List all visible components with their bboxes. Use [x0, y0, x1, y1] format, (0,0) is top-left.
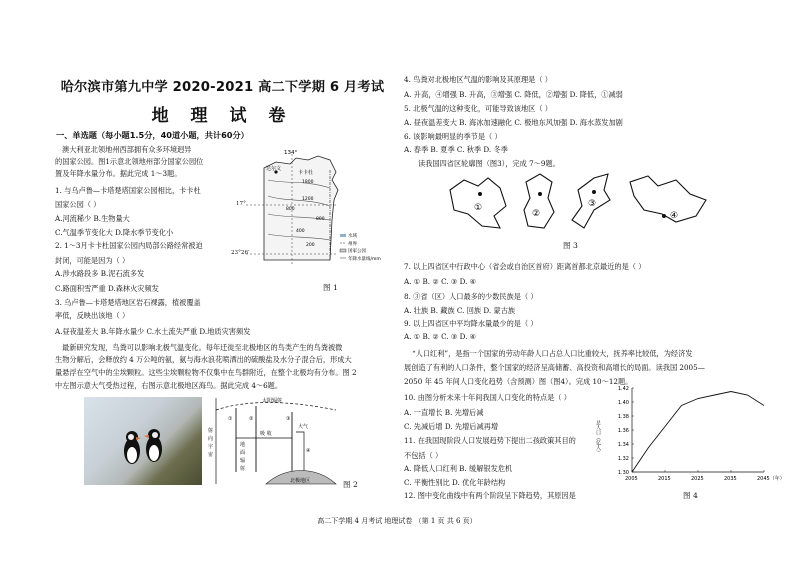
x-tick-label: 2045（年） [757, 476, 785, 482]
fig1-park: 卡卡杜 [298, 170, 314, 176]
fig2-label-fu: 辐 [240, 458, 246, 464]
left-text-line: 1. 与乌卢鲁—卡塔楚塔国家公园相比，卡卡杜 [55, 186, 201, 195]
right-text-line: 10. 由图分析未来十年间我国人口变化的特点是（ ） [404, 393, 571, 402]
right-text-line: 5. 北极气温的这种变化，可能导致该地区（ ） [404, 104, 552, 113]
left-text-line: C.路面积雪严重 D.森林火灾频发 [55, 284, 159, 293]
section-heading: 一、单选题（每小题1.5分，40道小题，共计60分） [56, 130, 249, 140]
fig2-label-zhou: 宙 [208, 452, 214, 458]
left-text-line: 澳大利亚北领地州西部拥有众多环境迥异 [62, 145, 192, 154]
y-axis-label: 总人口（亿人） [595, 420, 601, 455]
right-text-line: C. 平衡性别比 D. 优化年龄结构 [404, 478, 506, 487]
fig2-label-she2: 射 [240, 466, 246, 472]
legend-water: 水域 [348, 234, 357, 239]
figure-4-population-chart [594, 380, 785, 486]
figure-1-map [246, 150, 398, 278]
y-tick-label: 1.40 [617, 399, 629, 406]
left-text-line: 3. 乌卢鲁—卡塔楚塔地区岩石裸露，植被覆盖 [55, 298, 201, 307]
left-text-line: 中左图示意大气受热过程，右图示意北极地区海鸟。据此完成 4～6题。 [55, 381, 283, 390]
province-2 [524, 174, 554, 228]
left-text-line: 国家公园（ ） [55, 200, 101, 209]
fig1-contour-4: 400 [296, 229, 305, 234]
fig1-lon: 134° [284, 150, 298, 156]
x-tick-label: 2005 [625, 476, 638, 482]
left-text-line: 最新研究发现，鸟粪可以影响北极气温变化。每年迁徙至北极地区的鸟类产生的鸟粪被微 [62, 343, 343, 352]
fig1-contour-2: 1200 [302, 197, 314, 202]
fig1-contour-1: 1800 [302, 180, 314, 185]
right-text-line: A. 降低人口红利 B. 缓解银发危机 [404, 464, 513, 473]
figure-2-caption: 图 2 [343, 480, 358, 489]
right-text-line: A. ① B. ② C. ③ D. ④ [404, 277, 477, 286]
right-text-line: 读我国四省区轮廓图（图3），完成 7～9题。 [418, 159, 560, 168]
figure-2-puffin-photo [84, 397, 202, 485]
right-text-line: 2050 年 45 年间人口变化趋势（含预测）图（图4）。完成 10～12题。 [404, 377, 633, 386]
fig2-num-2: ② [249, 416, 254, 422]
right-text-line: A. 一直增长 B. 先增后减 [404, 408, 484, 417]
left-text-line: 生物分解后，会释放约 4 万公吨的氨，氨与海水浪花喷洒出的硫酸盐及水分子混合后，形成大 [55, 355, 352, 364]
fig2-absorb: 吸 收 [260, 431, 272, 437]
left-text-line: 量悬浮在空气中的尘埃颗粒。这些尘埃颗粒物不仅集中在鸟群附近，在整个北极均有分布。图 2 [55, 368, 357, 377]
legend-park: 国家公园 [348, 249, 366, 254]
x-tick-label: 2015 [658, 476, 671, 482]
right-text-line: 4. 鸟粪对北极地区气温的影响及其原理是（ ） [404, 75, 552, 84]
right-text-line: 展创造了有利的人口条件，整个国家的经济呈高储蓄、高投资和高增长的局面。读我国 2005— [404, 363, 705, 372]
fig1-city: 达尔文 [266, 166, 282, 172]
exam-subject: 地 理 试 卷 [151, 106, 294, 126]
right-text-line: 7. 以上四省区中行政中心（省会或自治区首府）距离首都北京最近的是（ ） [404, 262, 646, 271]
right-text-line: 9. 以上四省区中平均降水量最少的是（ ） [404, 319, 538, 328]
page-footer: 高二下学期 4 月考试 地理试卷 （第 1 页 共 6 页） [317, 517, 477, 525]
y-tick-label: 1.36 [617, 427, 629, 434]
left-text-line: 的国家公园。图1示意北领地州部分国家公园位 [55, 157, 204, 166]
left-text-line: 2. 1～3月卡卡杜国家公园内局部公路经常被迫 [55, 241, 203, 250]
fig1-lat1: 17° [236, 201, 246, 207]
fig2-label-di: 地 [240, 442, 246, 448]
fig1-lat2: 23°26′ [231, 250, 250, 256]
right-text-line: 不包括（ ） [404, 451, 443, 460]
fig2-solar: 太阳辐射 [262, 398, 283, 404]
right-text-line: 6. 该影响最明显的季节是（ ） [404, 132, 502, 141]
province-label-2: ② [532, 209, 541, 219]
right-text-line: A. 春季 B. 夏季 C. 秋季 D. 冬季 [404, 145, 508, 154]
right-text-line: A. ① B. ② C. ③ D. ④ [404, 332, 477, 341]
fig1-contour-3: 800 [286, 207, 295, 212]
exam-title: 哈尔滨市第九中学 2020-2021 高二下学期 6 月考试 [60, 80, 385, 95]
left-text-line: A.涉水路段多 B.泥石流多发 [55, 269, 145, 278]
figure-1-caption: 图 1 [323, 283, 338, 292]
y-tick-label: 1.34 [617, 441, 629, 448]
figure-2-diagram [206, 392, 356, 488]
right-text-line: “人口红利”，是指一个国家的劳动年龄人口占总人口比重较大，抚养率比较低，为经济发 [412, 349, 693, 358]
y-tick-label: 1.32 [617, 455, 629, 462]
fig2-num-3: ③ [286, 416, 291, 422]
figure-4-caption: 图 4 [683, 491, 698, 500]
legend-isohyet: 年降水量线/mm [348, 257, 381, 262]
right-text-line: A. 壮族 B. 藏族 C. 回族 D. 蒙古族 [404, 306, 516, 315]
fig2-label-she: 射 [208, 428, 214, 434]
left-text-line: 率低，反映出该地（ ） [55, 311, 130, 320]
right-text-line: 8. ③省（区）人口最多的少数民族是（ ） [404, 292, 538, 301]
left-text-line: 封闭，可能是因为（ ） [55, 256, 130, 265]
figure-3-caption: 图 3 [563, 241, 578, 250]
right-text-line: A. 昼夜温差变大 B. 海冰加速融化 C. 极地东风加强 D. 海水蒸发加剧 [404, 118, 623, 127]
left-text-line: A.昼夜温差大 B.年降水量少 C.水土流失严重 D.地质灾害频发 [55, 327, 251, 336]
fig1-contour-6: 800 [316, 217, 325, 222]
right-text-line: A. 升高，④增强 B. 升高，③增强 C. 降低，②增强 D. 降低，①减弱 [404, 90, 623, 99]
fig2-num-1: ① [228, 416, 233, 422]
fig1-contour-5: 200 [306, 243, 315, 248]
right-text-line: 12. 图中变化曲线中有两个阶段呈下降趋势，其原因是 [404, 491, 576, 500]
province-label-1: ① [474, 203, 483, 213]
province-label-3: ③ [588, 199, 597, 209]
left-text-line: C.气温季节变化大 D.降水季节变化小 [55, 228, 174, 237]
province-4 [630, 176, 706, 222]
province-label-4: ④ [670, 211, 679, 221]
fig2-label-yu: 宇 [208, 444, 214, 450]
left-text-line: 置及年降水量分布。据此完成 1～3题。 [55, 169, 182, 178]
legend-state-border: 州界 [348, 242, 357, 247]
population-line [632, 392, 764, 473]
y-tick-label: 1.42 [617, 385, 629, 392]
x-tick-label: 2035 [724, 476, 737, 482]
right-text-line: C. 先减后增 D. 先增后减再增 [404, 422, 499, 431]
fig2-arctic: 北极地区 [290, 478, 311, 484]
fig2-atmosphere: 大气 [298, 424, 309, 430]
left-text-line: A.河流稀少 B.生物量大 [55, 214, 130, 223]
right-text-line: 11. 在我国现阶段人口发展趋势下提出二孩政策其目的 [404, 436, 576, 445]
fig2-label-xiang: 向 [208, 436, 214, 442]
fig2-label-mian: 面 [240, 450, 246, 456]
x-tick-label: 2025 [691, 476, 704, 482]
fig2-num-4: ④ [306, 448, 311, 454]
y-tick-label: 1.30 [617, 469, 629, 476]
y-tick-label: 1.38 [617, 413, 629, 420]
figure-3-provinces [444, 170, 714, 234]
